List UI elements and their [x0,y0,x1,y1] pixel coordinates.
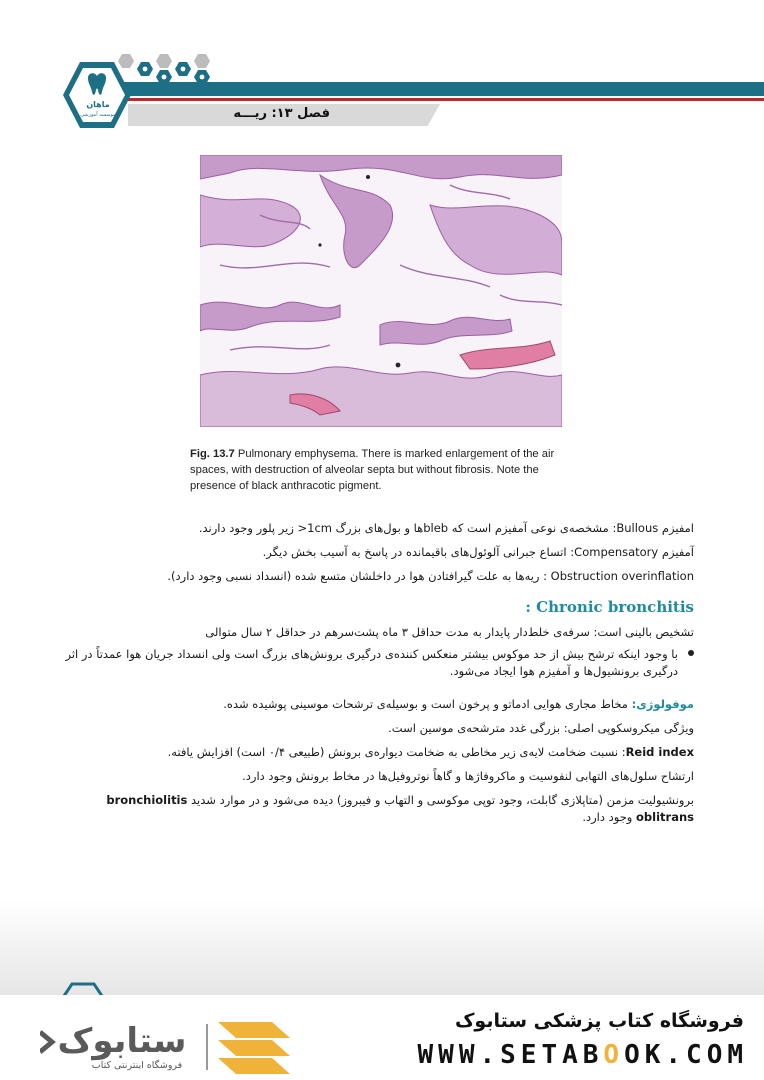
paragraph-morphology [54,696,694,713]
page-header [0,0,764,140]
mahan-logo-icon [62,60,132,130]
paragraph-obstruction: Obstruction overinflation : ریه‌ها به علت گیرافتادن هوا در داخلشان متسع شده (انسداد نسبی وجود دارد). [167,569,694,583]
paragraph-reid [54,744,694,761]
paragraph-microscopic: ویژگی میکروسکوپی اصلی: بزرگی غدد مترشحه‌ی موسین است. [388,721,694,735]
footer-fade [0,900,764,995]
bullet-paragraph: با وجود اینکه ترشح بیش از حد موکوس بیشتر منعکس کننده‌ی درگیری برونش‌های بزرگ است ولی انسداد جریان هوا عمدتاً در اثر درگیری برونشیول‌ها و آمفیزم هوا ایجاد می‌شود. [65,647,678,678]
bronchiolitis-term: bronchiolitis oblitrans [106,793,694,824]
url-part-1: WWW.SETAB [417,1040,604,1070]
setabook-logo-word: ستابوک [57,1021,187,1061]
paragraph-bullous: امفیزم Bullous: مشخصه‌ی نوعی آمفیزم است که blebها و بول‌های بزرگ ‎>1cm‎ زیر پلور وجود دارند. [198,521,694,535]
paragraph-bronchiolitis [70,792,694,826]
store-name: فروشگاه کتاب پزشکی ستابوک [454,1010,744,1032]
figure-caption [190,446,582,494]
bullet-icon [688,650,694,656]
paragraph-infiltration: ارتشاح سلول‌های التهابی لنفوسیت و ماکروفاژها و گاهاً نوتروفیل‌ها در مخاط برونش وجود دارد. [242,769,694,783]
chapter-title: فصل ۱۳: ریـــه [233,106,330,121]
logo-name: ماهان [86,100,110,109]
reid-label: Reid index [625,745,694,759]
bronchiolitis-text-a: برونشیولیت مزمن (متاپلازی گابلت، وجود توپی موکوسی و التهاب و فیبروز) دیده می‌شود و در موارد شدید [187,793,694,807]
url-o: O [603,1040,625,1070]
footer-hexagon-icon [60,982,106,996]
paragraph-diagnosis: تشخیص بالینی است: سرفه‌ی خلط‌دار پایدار به مدت حداقل ۳ ماه پشت‌سرهم در حداقل ۲ سال متوالی [205,625,694,639]
caption-text: Pulmonary emphysema. There is marked enlargement of the air spaces, with destruction of alveolar septa but without fibrosis. Note the presence of black anthracotic pigment. [190,448,555,492]
morphology-label: موفولوژی: [631,697,694,711]
bronchiolitis-text-c: وجود دارد. [582,810,637,824]
morphology-text: مخاط مجاری هوایی ادماتو و پرخون است و بوسیله‌ی ترشحات موسینی پوشیده شده. [223,697,632,711]
caption-label: Fig. 13.7 [190,448,235,460]
histology-image [200,155,562,427]
section-heading: Chronic bronchitis : [525,598,694,616]
logo-caption: فروشگاه اینترنتی کتاب [91,1060,183,1071]
emphysema-micrograph [200,155,562,427]
logo-subtitle: موسسه آموزشی [80,112,116,118]
store-url [418,1040,748,1070]
reid-text: : نسبت ضخامت لایه‌ی زیر مخاطی به ضخامت دیواره‌ی برونش (طبیعی ۰/۴ است) افزایش یافته. [167,745,626,759]
header-teal-bar [120,82,764,96]
header-red-line [120,98,764,101]
url-part-2: OK.COM [624,1040,748,1070]
paragraph-compensatory: آمفیزم Compensatory: اتساع جبرانی آلوئول‌های باقیمانده در پاسخ به آسیب بخش دیگر. [262,545,694,559]
